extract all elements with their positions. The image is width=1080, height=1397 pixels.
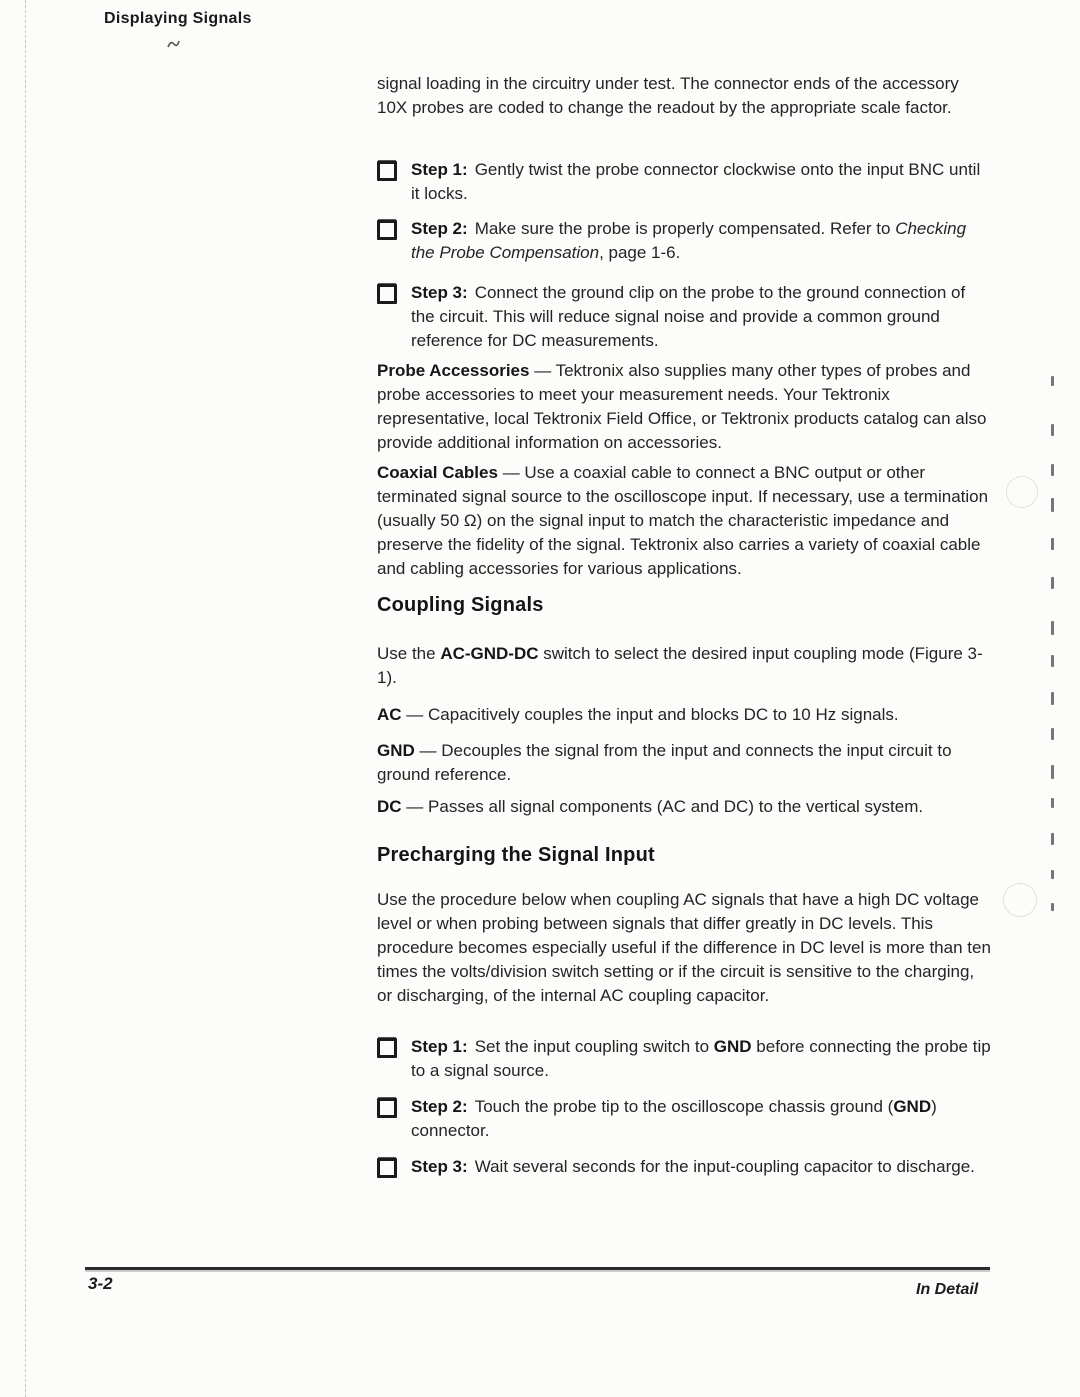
step-text xyxy=(411,1155,991,1179)
step-label: Step 3: xyxy=(411,1157,468,1176)
step-label: Step 3: xyxy=(411,283,468,302)
binding-mark xyxy=(1051,498,1054,512)
paragraph-mode-ac xyxy=(377,703,993,727)
term-text: — Tektronix also supplies many other types of probes and probe accessories to meet your measurement needs. Your Tektronix representative, local Tektronix Field Office, or Tektronix products catalog can also provide additional information on accessories. xyxy=(377,361,987,452)
term-text: — Use a coaxial cable to connect a BNC output or other terminated signal source to the oscilloscope input. If necessary, use a termination (usually 50 Ω) on the signal input to match the characteristic impedance and preserve the fidelity of the signal. Tektronix also carries a variety of coaxial cable and cabling accessories for various applications. xyxy=(377,463,989,578)
paragraph-coaxial-cables xyxy=(377,461,993,581)
checklist-step-3 xyxy=(377,281,993,353)
pen-mark-icon xyxy=(167,36,181,54)
binding-mark xyxy=(1051,424,1054,436)
binding-mark xyxy=(1051,765,1054,779)
term-label: Coaxial Cables xyxy=(377,463,498,482)
mode-text: — Passes all signal components (AC and DC) to the vertical system. xyxy=(406,797,924,816)
step-body-after: , page 1-6. xyxy=(599,243,681,262)
step-body-after: before connecting the probe tip to a signal source. xyxy=(411,1037,991,1080)
checklist-step-1 xyxy=(377,158,993,206)
binding-mark xyxy=(1051,692,1054,705)
step-body-bold: GND xyxy=(713,1037,752,1056)
mode-text: — Decouples the signal from the input and connects the input circuit to ground reference. xyxy=(377,741,952,784)
page-edge-artifact xyxy=(25,0,26,1397)
checklist-step-2 xyxy=(377,217,993,265)
step-label: Step 2: xyxy=(411,1097,468,1116)
binding-mark xyxy=(1051,870,1054,879)
running-header: Displaying Signals xyxy=(104,10,252,27)
section-heading-precharging: Precharging the Signal Input xyxy=(377,844,655,866)
step-body-italic: Checking the Probe Compensation xyxy=(411,219,967,262)
binding-mark xyxy=(1051,798,1054,808)
footer-section-label: In Detail xyxy=(916,1281,979,1298)
precharge-step-3 xyxy=(377,1155,993,1179)
mode-label: GND xyxy=(377,741,415,760)
punch-hole-artifact xyxy=(1003,883,1037,917)
step-text xyxy=(411,1035,991,1083)
paragraph-mode-gnd xyxy=(377,739,993,787)
binding-mark xyxy=(1051,376,1054,386)
step-label: Step 2: xyxy=(411,219,468,238)
punch-hole-artifact xyxy=(1006,476,1038,508)
step-body-after: ) connector. xyxy=(411,1097,937,1140)
checkbox-icon xyxy=(377,220,397,240)
step-body: Connect the ground clip on the probe to the ground connection of the circuit. This will reduce signal noise and provide a common ground reference for DC measurements. xyxy=(411,283,966,350)
step-text xyxy=(411,281,991,353)
binding-mark xyxy=(1051,464,1054,476)
term-label: Probe Accessories xyxy=(377,361,530,380)
section-heading-coupling-signals: Coupling Signals xyxy=(377,594,544,616)
step-text xyxy=(411,217,991,265)
text-before: Use the xyxy=(377,644,441,663)
step-body: Make sure the probe is properly compensated. Refer to xyxy=(474,219,896,238)
binding-mark xyxy=(1051,833,1054,845)
step-body-bold: GND xyxy=(893,1097,932,1116)
binding-mark xyxy=(1051,903,1054,911)
paragraph-precharging-intro: Use the procedure below when coupling AC signals that have a high DC voltage level or when probing between signals that differ greatly in DC levels. This procedure becomes especially useful if the difference in DC level is more than ten times the volts/division switch setting or if the circuit is sensitive to the charging, or discharging, of the internal AC coupling capacitor. xyxy=(377,890,991,1005)
checkbox-icon xyxy=(377,1098,397,1118)
step-body: Gently twist the probe connector clockwise onto the input BNC until it locks. xyxy=(411,160,981,203)
binding-mark xyxy=(1051,577,1054,589)
step-text xyxy=(411,1095,991,1143)
page-number: 3-2 xyxy=(88,1274,113,1293)
paragraph-intro: signal loading in the circuitry under test. The connector ends of the accessory 10X probes are coded to change the readout by the appropriate scale factor. xyxy=(377,74,959,117)
step-body: Wait several seconds for the input-coupling capacitor to discharge. xyxy=(474,1157,975,1176)
checkbox-icon xyxy=(377,284,397,304)
precharge-step-1 xyxy=(377,1035,993,1083)
paragraph-mode-dc xyxy=(377,795,993,819)
mode-label: DC xyxy=(377,797,402,816)
text-after: switch to select the desired input coupling mode (Figure 3-1). xyxy=(377,644,983,687)
checkbox-icon xyxy=(377,1158,397,1178)
step-label: Step 1: xyxy=(411,1037,468,1056)
binding-mark xyxy=(1051,655,1054,667)
binding-mark xyxy=(1051,621,1054,635)
step-body: Touch the probe tip to the oscilloscope chassis ground ( xyxy=(474,1097,894,1116)
step-text xyxy=(411,158,991,206)
binding-mark xyxy=(1051,538,1054,550)
step-label: Step 1: xyxy=(411,160,468,179)
switch-name: AC-GND-DC xyxy=(440,644,539,663)
step-body: Set the input coupling switch to xyxy=(474,1037,714,1056)
footer-rule xyxy=(85,1267,990,1270)
checkbox-icon xyxy=(377,161,397,181)
mode-label: AC xyxy=(377,705,402,724)
binding-mark xyxy=(1051,728,1054,740)
precharge-step-2 xyxy=(377,1095,993,1143)
paragraph-probe-accessories xyxy=(377,359,993,455)
paragraph-coupling-intro xyxy=(377,642,993,690)
mode-text: — Capacitively couples the input and blocks DC to 10 Hz signals. xyxy=(406,705,899,724)
checkbox-icon xyxy=(377,1038,397,1058)
